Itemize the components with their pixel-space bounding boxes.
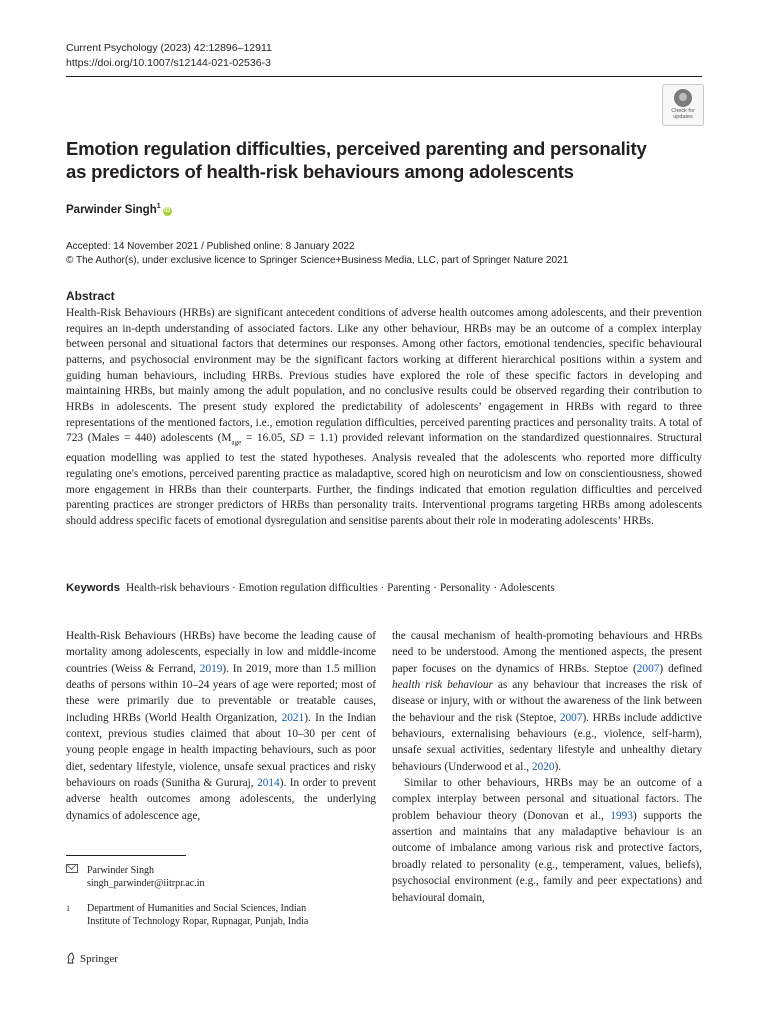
body-text: ) supports the assertion and maintains that any maladaptive behaviour is an outcome of imbalance among various risk and protective factors, broadly related to personality (e.g., temperament, values, beliefs), psychosocial environment (e.g., family and peer expectations) and behavioural domain, — [392, 809, 702, 904]
author-affiliation-mark: 1 — [156, 203, 161, 210]
body-paragraph — [392, 628, 702, 775]
affiliation-line2: Institute of Technology Ropar, Rupnagar, Punjab, India — [87, 916, 309, 927]
footnote-divider — [66, 855, 186, 856]
accepted-published-dates: Accepted: 14 November 2021 / Published online: 8 January 2022 — [66, 241, 355, 252]
citation-link[interactable]: 2021 — [281, 711, 305, 724]
body-text: the causal mechanism of health-promoting behaviours and HRBs need to be understood. Among the mentioned aspects, the present paper focuses on the dynamics of HRBs. Steptoe ( — [392, 630, 702, 675]
journal-citation: Current Psychology (2023) 42:12896–12911 — [66, 42, 272, 54]
journal-header — [66, 41, 272, 71]
contact-email[interactable]: singh_parwinder@iitrpr.ac.in — [87, 878, 205, 889]
body-paragraph — [66, 628, 376, 824]
abstract-part3: = 1.1) provided relevant information on the standardized questionnaires. Structural equation modelling was applied to test the stated hypotheses. Analysis revealed that the adolescents who reported more difficulty regulating one's emotions, perceived parenting practice as maladaptive, scored high on neuroticism and low on conscientiousness, showed more engagement in HRBs than their counterparts. Further, the findings indicated that emotion regulation difficulties and perceived parenting practices are stronger predictors of HRBs than personality traits. Interventional programs targeting HRBs among adolescents should address specific facets of emotional dysregulation and sensitise parents about their role in moderating adolescents’ HRBs. — [66, 432, 702, 527]
citation-link[interactable]: 2007 — [559, 711, 583, 724]
abstract-sd: SD — [290, 432, 304, 445]
abstract-subscript: age — [231, 438, 242, 447]
corresponding-author — [66, 864, 205, 890]
contact-name: Parwinder Singh — [87, 865, 154, 876]
affiliation-line1: Department of Humanities and Social Sciences, Indian — [87, 903, 307, 914]
article-title-line2: as predictors of health-risk behaviours among adolescents — [66, 161, 574, 182]
body-paragraph — [392, 775, 702, 906]
author-line — [66, 203, 172, 216]
body-column-right — [392, 628, 702, 906]
body-text: Health-Risk Behaviours (HRBs) have become the leading cause of mortality among adolescents, especially in low and middle-income countries (Weiss & Ferrand, — [66, 630, 376, 675]
body-text: ). — [554, 760, 562, 773]
affiliation-footnote — [66, 902, 366, 928]
abstract-part2: = 16.05, — [241, 432, 291, 445]
article-title — [66, 137, 656, 183]
doi-link[interactable]: https://doi.org/10.1007/s12144-021-02536-3 — [66, 57, 271, 69]
citation-link[interactable]: 2007 — [636, 662, 660, 675]
citation-link[interactable]: 1993 — [610, 809, 633, 822]
article-title-line1: Emotion regulation difficulties, perceived parenting and personality — [66, 138, 647, 159]
body-text: ). In 2019, more than 1.5 million deaths of persons within 10–24 years of age were reported; most of these were primarily due to preventable or treatable causes, including HRBs (World Health Organization, — [66, 662, 376, 724]
body-text: ). HRBs include addictive behaviours, externalising behaviours (e.g., violence, self-harm), unsafe sexual activities, sedentary lifestyle and unhealthy dietary behaviours (Underwood et al., — [392, 711, 702, 773]
abstract-part1: Health-Risk Behaviours (HRBs) are significant antecedent conditions of adverse health outcomes among adolescents, and their prevention requires an in-depth understanding of associated factors. Like any other behaviour, HRBs may be an outcome of a complex interplay between personal and situational factors that determines our responses. Among other factors, emotional tendencies, specific behavioural patterns, and psychosocial environment may be the significant factors working at different hierarchical positions within a system and guiding human behaviours, including HRBs. Previous studies have explored the role of these specific factors in developing and maintaining HRBs, but mainly among the adult population, and no conclusive results could be observed regarding their contribution to HRBs in adolescents. The present study explored the predictability of adolescents’ engagement in HRBs with regard to three representations of the mentioned factors, i.e., emotion regulation difficulties, perceived parenting practices and personality traits. A total of 723 (Males = 440) adolescents (M — [66, 307, 702, 445]
orcid-icon[interactable]: iD — [164, 207, 171, 214]
body-column-left — [66, 628, 376, 824]
citation-link[interactable]: 2020 — [531, 760, 555, 773]
citation-link[interactable]: 2019 — [199, 662, 223, 675]
author-name[interactable]: Parwinder Singh — [66, 203, 157, 216]
publisher-footer — [66, 952, 118, 965]
body-text: ) defined — [659, 662, 702, 675]
copyright-notice: © The Author(s), under exclusive licence to Springer Science+Business Media, LLC, part of Springer Nature 2021 — [66, 255, 569, 266]
keywords-list: Health-risk behaviours · Emotion regulation difficulties · Parenting · Personality · Adolescents — [126, 582, 555, 594]
check-for-updates-label: Check for updates — [671, 108, 695, 120]
check-for-updates-icon — [674, 89, 692, 107]
envelope-icon — [66, 864, 78, 873]
keywords-line — [66, 582, 702, 594]
body-text: ). In order to prevent adverse health outcomes among adolescents, the underlying dynamics of adolescence age, — [66, 777, 376, 822]
body-text: ). In the Indian context, previous studies claimed that about 10–30 per cent of young people engage in health impacting behaviours, such as poor diet, sedentary lifestyle, violence, unsafe sexual practices and risky behaviours on roads (Sunitha & Gururaj, — [66, 711, 376, 790]
body-text: Similar to other behaviours, HRBs may be an outcome of a complex interplay between personal and situational factors. The problem behaviour theory (Donovan et al., — [392, 777, 702, 822]
header-divider — [66, 76, 702, 77]
affiliation-number: 1 — [66, 904, 70, 913]
body-text: as any behaviour that increases the risk of disease or injury, with or without the awareness of the link between the behaviour and the risk (Steptoe, — [392, 679, 703, 724]
abstract-text — [66, 306, 702, 529]
keywords-label: Keywords — [66, 582, 120, 594]
body-emphasis: health risk behaviour — [392, 679, 493, 692]
abstract-heading: Abstract — [66, 289, 115, 303]
citation-link[interactable]: 2014 — [257, 777, 280, 790]
publication-dates — [66, 240, 568, 268]
check-for-updates-badge[interactable] — [662, 84, 704, 126]
springer-horse-icon — [66, 952, 76, 964]
publisher-name: Springer — [80, 953, 118, 965]
